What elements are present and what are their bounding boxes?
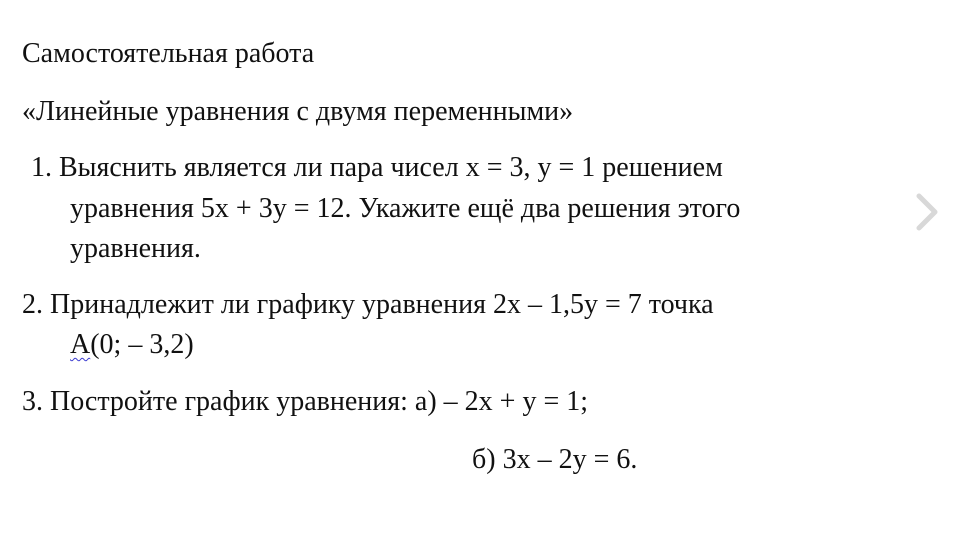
task-2-line-1: 2. Принадлежит ли графику уравнения 2х – 1,5у = 7 точка: [22, 289, 714, 320]
task-3-line-2: б) 3х – 2у = 6.: [472, 444, 638, 475]
task-3-line-1: 3. Постройте график уравнения: а) – 2х + у = 1;: [22, 386, 589, 417]
task-1-line-3: уравнения.: [70, 233, 201, 264]
chevron-right-icon: [910, 190, 944, 234]
task-1-line-2: уравнения 5х + 3у = 12. Укажите ещё два решения этого: [70, 193, 741, 224]
task-1-line-1: 1. Выяснить является ли пара чисел х = 3, у = 1 решением: [31, 152, 723, 183]
task-2-point-letter: А: [70, 329, 91, 360]
task-2-line-2: [70, 328, 194, 362]
worksheet-title: Самостоятельная работа: [22, 38, 315, 69]
worksheet-subtitle: «Линейные уравнения с двумя переменными»: [22, 96, 574, 127]
task-2-point-coordinates: (0; – 3,2): [90, 329, 194, 360]
next-slide-button[interactable]: [910, 190, 944, 234]
